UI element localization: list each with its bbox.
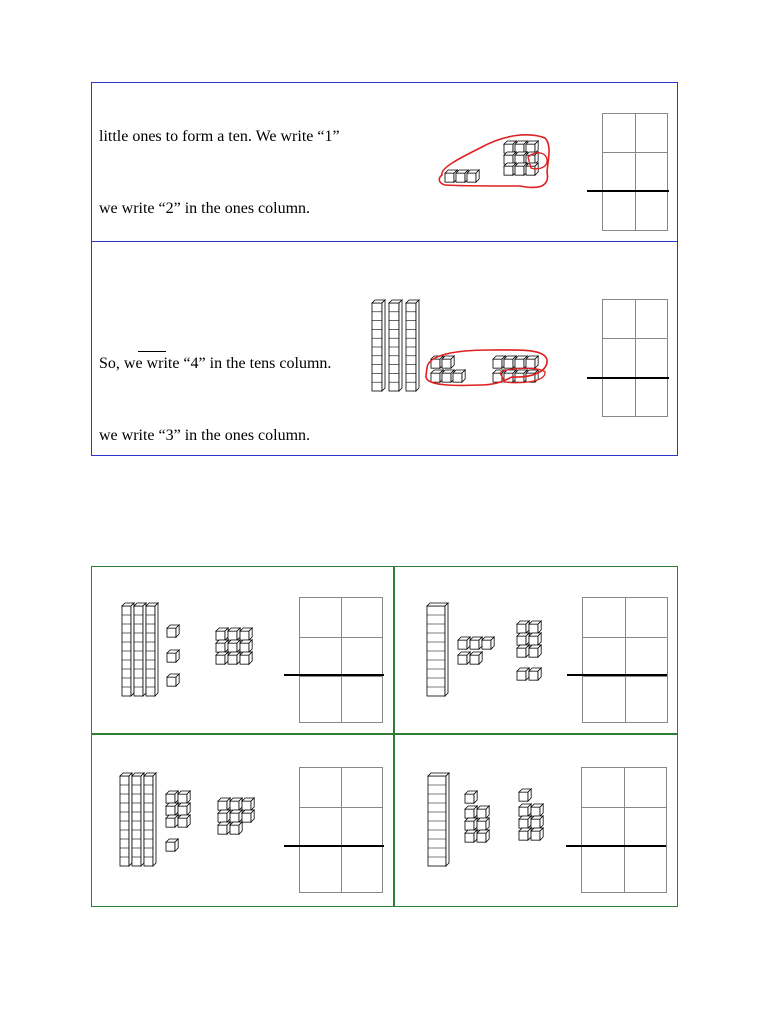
ten-rod [389,300,402,391]
sum-line-p3 [284,845,384,847]
unit-cube [526,356,538,368]
sum-line-p4 [566,845,666,847]
place-value-grid-1 [602,113,668,231]
unit-cube [504,356,516,368]
place-value-grid-p2 [582,597,668,723]
unit-cube [467,170,479,182]
unit-cube [456,170,468,182]
place-value-grid-p4 [581,767,667,893]
ten-rod [372,300,385,391]
unit-cube [453,370,465,382]
panel1-text-line1: little ones to form a ten. We write “1” [99,128,340,145]
unit-cube [442,370,454,382]
unit-cube [504,141,516,153]
sum-line-p1 [284,674,384,676]
sum-line-p2 [567,674,667,676]
ten-rod [406,300,419,391]
unit-cube [504,163,516,175]
sum-line-1 [587,190,669,192]
unit-cube [431,370,443,382]
unit-cube [526,141,538,153]
panel1-text-line2: we write “2” in the ones column. [99,200,311,217]
unit-cube [445,170,457,182]
unit-cube [515,152,527,164]
place-value-grid-p1 [299,597,383,723]
unit-cube [493,356,505,368]
unit-cube [442,356,454,368]
place-value-grid-p3 [299,767,383,893]
unit-cube [515,356,527,368]
place-value-grid-2 [602,299,668,417]
unit-cube [504,152,516,164]
unit-cube [515,163,527,175]
panel2-text-line1: So, we write “4” in the tens column. [99,355,332,372]
panel2-text-line2: we write “3” in the ones column. [99,427,311,444]
unit-cube [515,141,527,153]
sum-line-2 [587,377,669,379]
